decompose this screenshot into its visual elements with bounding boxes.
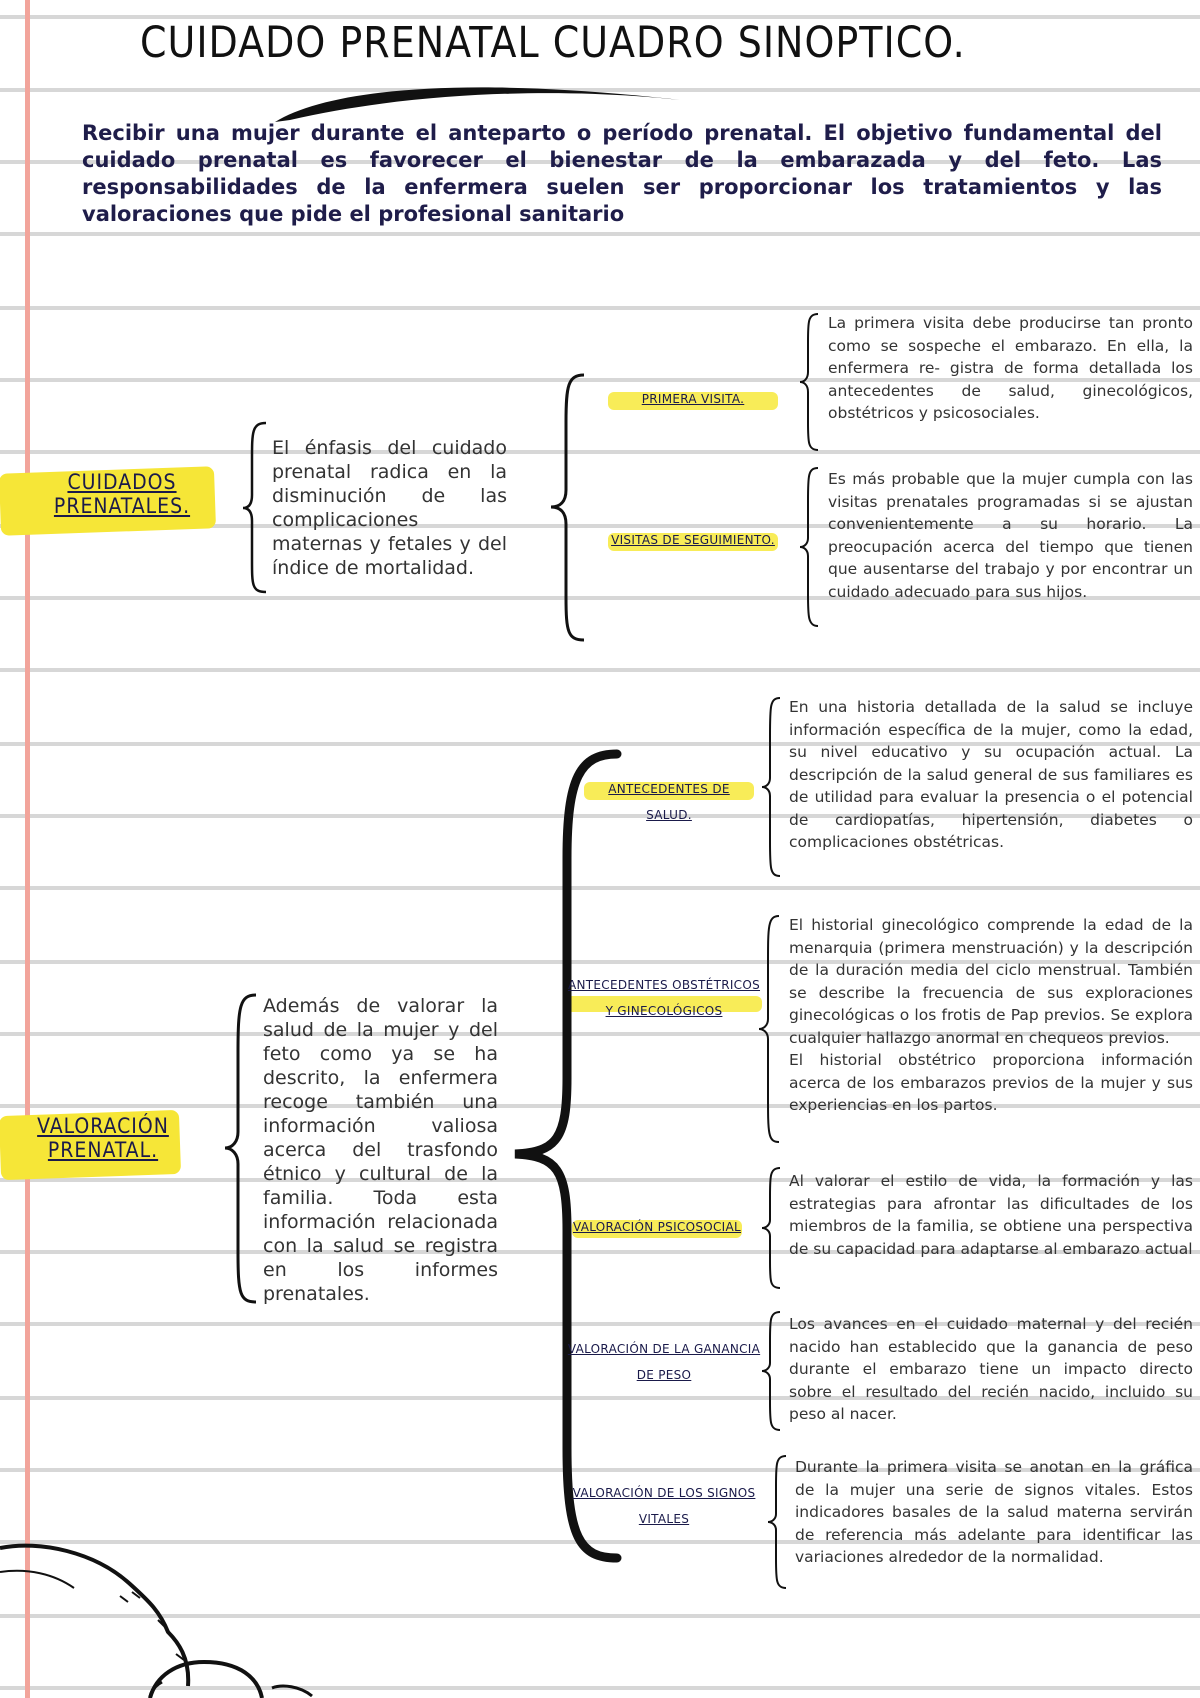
- primera-visita-text: La primera visita debe producirse tan pronto como se sospeche el embarazo. En ella, la enfermera re- gistra de forma detallada los antecedentes de salud, ginecológicos, obstétricos y psicosociales.: [828, 314, 1193, 422]
- visitas-seguimiento-label: VISITAS DE SEGUIMIENTO.: [611, 533, 775, 547]
- visitas-seguimiento-brace: [798, 466, 820, 628]
- valoracion-ganancia-peso-text: Los avances en el cuidado maternal y del recién nacido han establecido que la ganancia de peso durante el embarazo tiene un impacto directo sobre el resultado del recién nacido, incluido su peso al nacer.: [789, 1315, 1193, 1423]
- section1-label-line2: PRENATALES.: [53, 494, 191, 518]
- valoracion-psicosocial-text: Al valorar el estilo de vida, la formación y las estrategias para afrontar las dificultades de los miembros de la familia, se obtiene una perspectiva de su capacidad para adaptarse al embarazo actual: [789, 1172, 1193, 1258]
- page-title: CUIDADO PRENATAL CUADRO SINOPTICO.: [140, 18, 966, 68]
- valoracion-psicosocial-brace: [760, 1166, 782, 1290]
- section1-label-line1: CUIDADOS: [67, 470, 177, 494]
- valoracion-signos-vitales-text: Durante la primera visita se anotan en la gráfica de la mujer una serie de signos vitales. Estos indicadores basales de la salud materna servirán de referencia más adelante para identificar las variaciones alrededor de la normalidad.: [795, 1458, 1193, 1566]
- section1-brace-large: [548, 372, 588, 644]
- margin-line: [25, 0, 30, 1698]
- section2-label: [18, 1114, 188, 1162]
- valoracion-psicosocial-label: VALORACIÓN PSICOSOCIAL: [572, 1220, 742, 1234]
- valoracion-signos-vitales-label: VALORACIÓN DE LOS SIGNOS VITALES: [572, 1486, 756, 1526]
- section1-description: El énfasis del cuidado prenatal radica en la disminución de las complicaciones maternas y fetales y del índice de mortalidad.: [272, 437, 507, 579]
- section2-label-line2: PRENATAL.: [47, 1138, 159, 1162]
- antecedentes-obstetrico-paragraph: El historial obstétrico proporciona información acerca de los embarazos previos de la mujer y sus experiencias en los partos.: [789, 1051, 1193, 1114]
- section2-label-line1: VALORACIÓN: [37, 1114, 169, 1138]
- primera-visita-label: PRIMERA VISITA.: [641, 392, 745, 406]
- antecedentes-obstetricos-text: [789, 914, 1193, 1117]
- cloud-doodle: [0, 1536, 360, 1698]
- visitas-seguimiento-text: Es más probable que la mujer cumpla con las visitas prenatales programadas si se ajustan convenientemente a su horario. La preocupación acerca del tiempo que tienen que ausentarse del trabajo y por encontrar un cuidado adecuado para sus hijos.: [828, 470, 1193, 601]
- intro-paragraph: Recibir una mujer durante el anteparto o período prenatal. El objetivo fundamental del cuidado prenatal es favorecer el bienestar de la embarazada y del feto. Las responsabilidades de la enfermera suelen ser proporcionar los tratamientos y las valoraciones que pide el profesional sanitario: [82, 121, 1162, 226]
- antecedentes-salud-brace: [760, 696, 782, 878]
- section2-brace-small: [222, 992, 260, 1307]
- antecedentes-salud-text: En una historia detallada de la salud se incluye información específica de la mujer, como la edad, su nivel educativo y su ocupación actual. La descripción de la salud general de sus familiares es de utilidad para evaluar la presencia o el potencial de cardiopatías, hipertensión, diabetes o complicaciones obstétricas.: [789, 698, 1193, 851]
- antecedentes-obstetricos-label: ANTECEDENTES OBSTÉTRICOS Y GINECOLÓGICOS: [567, 978, 761, 1018]
- section2-description: Además de valorar la salud de la mujer y del feto como ya se ha descrito, la enfermera recoge también una información valiosa acerca del trasfondo étnico y cultural de la familia. Toda esta información relacionada con la salud se registra en los informes prenatales.: [263, 995, 498, 1305]
- section1-brace-small: [240, 420, 270, 595]
- antecedentes-salud-label: ANTECEDENTES DE SALUD.: [608, 782, 730, 822]
- section2-brace-large: [505, 748, 625, 1564]
- antecedentes-ginecologico-paragraph: El historial ginecológico comprende la edad de la menarquia (primera menstruación) y la descripción de la duración media del ciclo menstrual. También se describe la frecuencia de sus exploraciones ginecológicas o los frotis de Pap previos. Se explora cualquier hallazgo anormal en chequeos previos.: [789, 916, 1193, 1047]
- section1-label: [22, 470, 222, 518]
- valoracion-signos-vitales-brace: [766, 1454, 788, 1590]
- valoracion-ganancia-peso-label: VALORACIÓN DE LA GANANCIA DE PESO: [567, 1342, 761, 1382]
- valoracion-ganancia-peso-brace: [760, 1310, 782, 1432]
- antecedentes-obstetricos-brace: [757, 914, 781, 1144]
- primera-visita-brace: [798, 312, 820, 452]
